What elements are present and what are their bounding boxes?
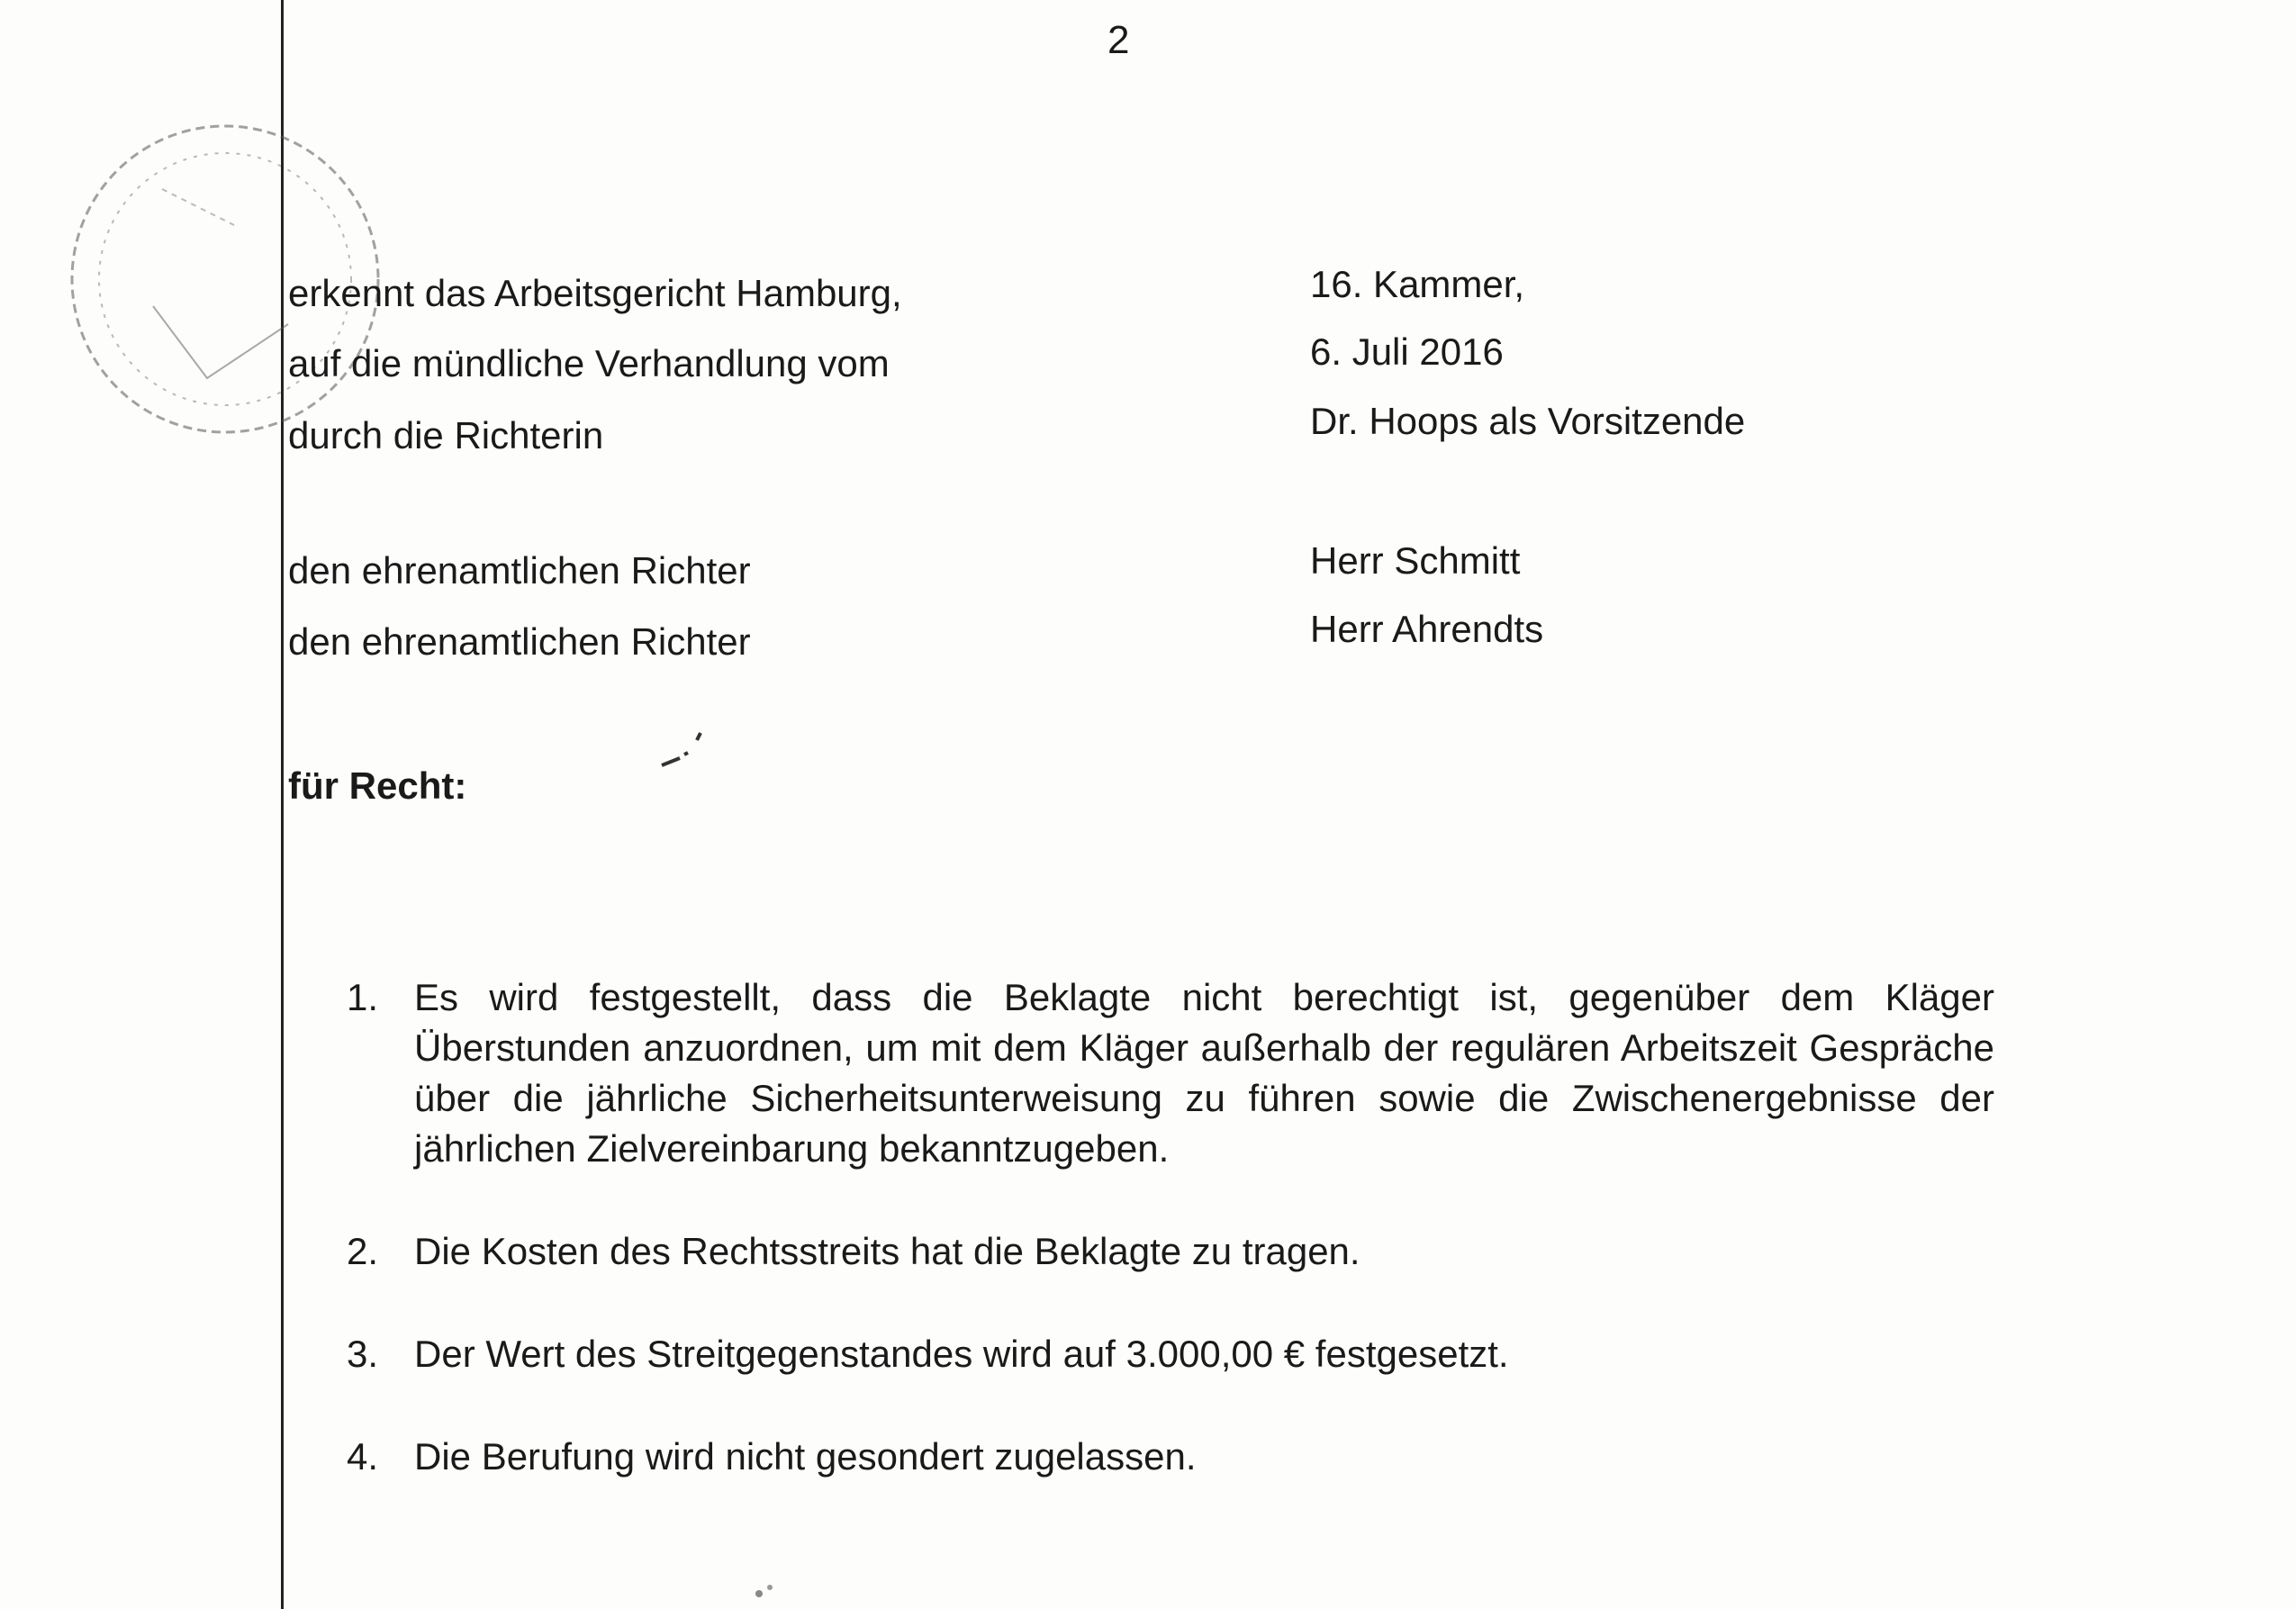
header-right-2: 6. Juli 2016 bbox=[1310, 330, 1504, 373]
ruling-item-text: Der Wert des Streitgegenstandes wird auf 3.000,00 € festgesetzt. bbox=[414, 1333, 1509, 1375]
ruling-item bbox=[347, 1432, 1994, 1482]
judge-left-2: den ehrenamtlichen Richter bbox=[288, 620, 751, 663]
ruling-item bbox=[347, 1329, 1994, 1379]
ruling-item-number: 2. bbox=[347, 1230, 379, 1272]
judge-right-1: Herr Schmitt bbox=[1310, 539, 1521, 582]
ruling-item-text: Die Berufung wird nicht gesondert zugelassen. bbox=[414, 1435, 1197, 1478]
header-left-1: erkennt das Arbeitsgericht Hamburg, bbox=[288, 272, 902, 314]
ruling-item-text: Die Kosten des Rechtsstreits hat die Beklagte zu tragen. bbox=[414, 1230, 1360, 1272]
verdict-heading: für Recht: bbox=[288, 764, 467, 807]
judge-left-1: den ehrenamtlichen Richter bbox=[288, 549, 751, 592]
header-right-1: 16. Kammer, bbox=[1310, 263, 1525, 305]
header-left-2: auf die mündliche Verhandlung vom bbox=[288, 342, 890, 384]
header-right-3: Dr. Hoops als Vorsitzende bbox=[1310, 400, 1746, 442]
scan-speck bbox=[752, 1580, 779, 1603]
ruling-item-number: 4. bbox=[347, 1435, 379, 1478]
ruling-item-text: Es wird festgestellt, dass die Beklagte nicht berechtigt ist, gegenüber dem Kläger Überstunden anzuordnen, um mit dem Kläger außerhalb der regulären Arbeitszeit Gespräche über die jährliche Sicherheitsunterweisung zu führen sowie die Zwischenergebnisse der jährlichen Zielvereinbarung bekanntzugeben. bbox=[414, 976, 1994, 1170]
ruling-item-number: 1. bbox=[347, 976, 379, 1018]
page-number: 2 bbox=[1107, 18, 1130, 62]
ruling-item bbox=[347, 972, 1994, 1174]
judge-right-2: Herr Ahrendts bbox=[1310, 608, 1544, 650]
ruling-list bbox=[347, 972, 1994, 1534]
header-left-3: durch die Richterin bbox=[288, 414, 604, 456]
pen-mark bbox=[657, 729, 720, 774]
ruling-item-number: 3. bbox=[347, 1333, 379, 1375]
ruling-item bbox=[347, 1226, 1994, 1277]
